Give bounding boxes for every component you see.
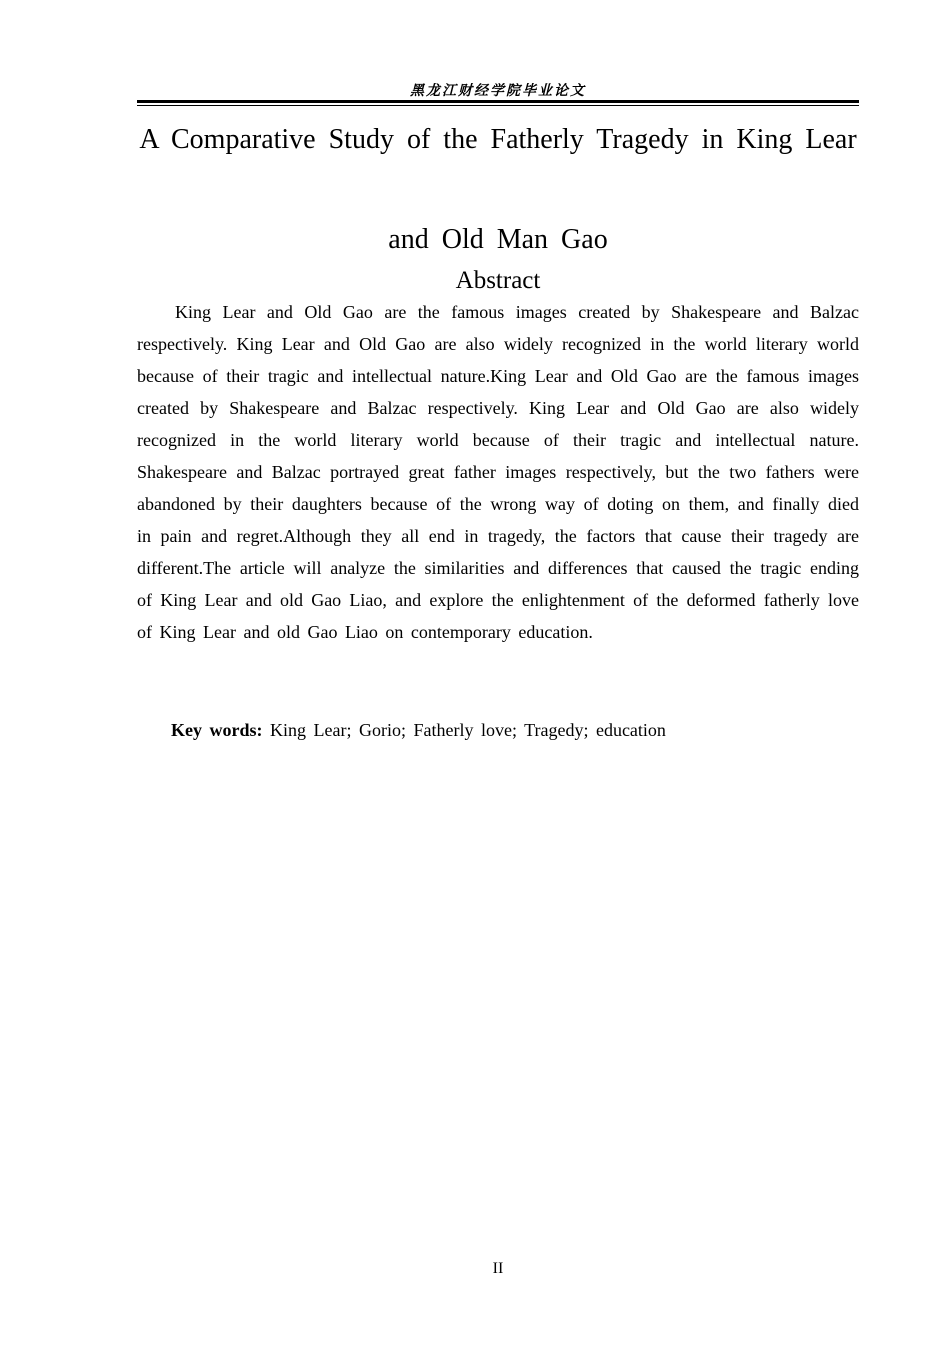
header-rule-thick: [137, 100, 859, 103]
abstract-body: King Lear and Old Gao are the famous images created by Shakespeare and Balzac respectively. King Lear and Old Gao are also widely recognized in the world literary world because of their tragic and intellectual nature.King Lear and Old Gao are the famous images created by Shakespeare and Balzac respectively. King Lear and Old Gao are also widely recognized in the world literary world because of their tragic and intellectual nature. Shakespeare and Balzac portrayed great father images respectively, but the two fathers were abandoned by their daughters because of the wrong way of doting on them, and finally died in pain and regret.Although they all end in tragedy, the factors that cause their tragedy are different.The article will analyze the similarities and differences that caused the tragic ending of King Lear and old Gao Liao, and explore the enlightenment of the deformed fatherly love of King Lear and old Gao Liao on contemporary education.: [137, 302, 859, 642]
abstract-heading: Abstract: [455, 267, 541, 294]
keywords-line: [171, 714, 666, 746]
page-number: II: [492, 1260, 504, 1277]
keywords-text: King Lear; Gorio; Fatherly love; Tragedy; education: [270, 720, 666, 740]
document-title-line2: and Old Man Gao: [388, 224, 608, 255]
header-rule-thin: [137, 105, 859, 106]
running-header: 黑龙江财经学院毕业论文: [410, 83, 586, 99]
keywords-label: Key words:: [171, 720, 263, 740]
document-title-line1: A Comparative Study of the Fatherly Tragedy in King Lear: [139, 124, 857, 155]
